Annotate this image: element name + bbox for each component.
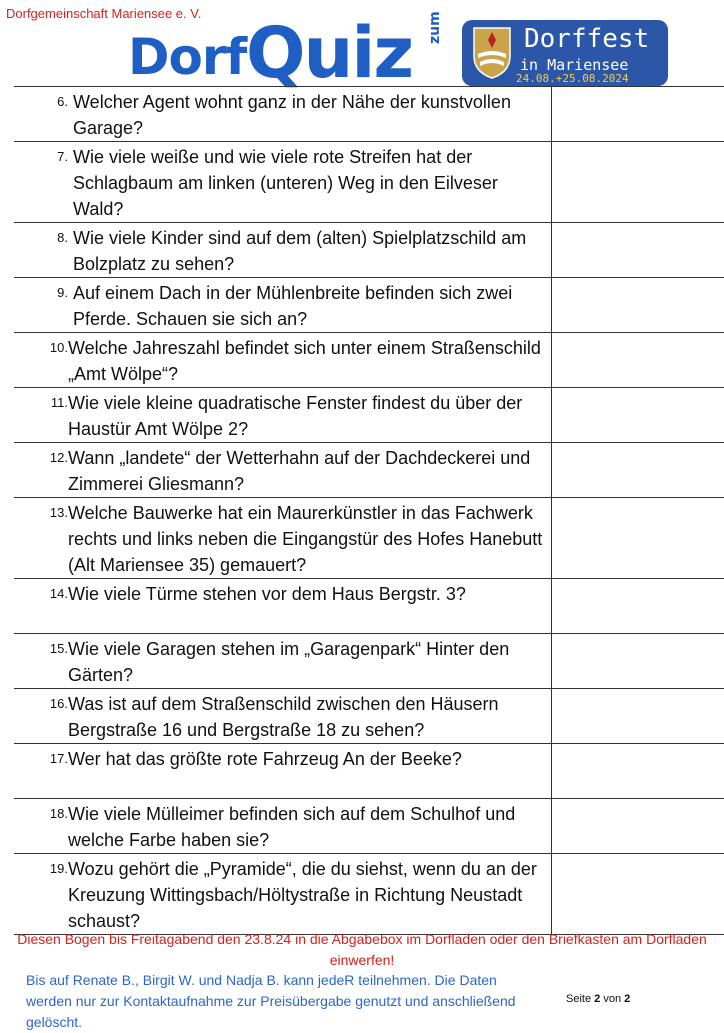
- answer-cell[interactable]: [551, 142, 724, 223]
- question-text: Welche Jahreszahl befindet sich unter einem Straßenschild „Amt Wölpe“?: [68, 338, 541, 384]
- fest-title: Dorffest: [524, 24, 650, 54]
- answer-cell[interactable]: [551, 333, 724, 388]
- page-label: Seite: [566, 993, 592, 1005]
- question-text: Wann „landete“ der Wetterhahn auf der Dachdeckerei und Zimmerei Gliesmann?: [68, 448, 531, 494]
- page-current: 2: [594, 993, 601, 1005]
- question-number: 11.: [50, 395, 68, 410]
- question-number: 10.: [49, 340, 68, 355]
- question-number: 14.: [49, 586, 68, 601]
- question-row: [14, 634, 724, 689]
- answer-cell[interactable]: [551, 634, 724, 689]
- submission-notice: Diesen Bogen bis Freitagabend den 23.8.24 in die Abgabebox im Dorfladen oder den Briefkasten am Dorfladen einwerfen!: [17, 931, 707, 968]
- question-number: 12.: [49, 450, 68, 465]
- question-text: Was ist auf dem Straßenschild zwischen den Häusern Bergstraße 16 und Bergstraße 18 zu sehen?: [68, 694, 499, 740]
- question-text: Auf einem Dach in der Mühlenbreite befinden sich zwei Pferde. Schauen sie sich an?: [73, 283, 513, 329]
- question-number: 19.: [49, 861, 68, 876]
- question-row: [14, 87, 724, 142]
- question-number: 9.: [57, 285, 68, 300]
- question-text: Wie viele weiße und wie viele rote Streifen hat der Schlagbaum am linken (unteren) Weg in den Eilveser Wald?: [73, 147, 498, 219]
- question-row: [14, 443, 724, 498]
- answer-cell[interactable]: [551, 799, 724, 854]
- question-row: [14, 689, 724, 744]
- question-text: Wie viele kleine quadratische Fenster findest du über der Haustür Amt Wölpe 2?: [68, 393, 523, 439]
- question-row: [14, 744, 724, 799]
- organization-name: Dorfgemeinschaft Mariensee e. V.: [6, 6, 202, 21]
- question-row: [14, 388, 724, 443]
- participation-info: Bis auf Renate B., Birgit W. und Nadja B. kann jedeR teilnehmen. Die Daten werden nur zur Kontaktaufnahme zur Preisübergabe genutzt und anschließend gelöscht.: [26, 972, 516, 1030]
- question-text: Wie viele Kinder sind auf dem (alten) Spielplatzschild am Bolzplatz zu sehen?: [73, 228, 527, 274]
- answer-cell[interactable]: [551, 87, 724, 142]
- question-row: [14, 278, 724, 333]
- question-text: Wer hat das größte rote Fahrzeug An der Beeke?: [68, 749, 462, 769]
- logo-dorf: Dorf: [128, 28, 247, 86]
- answer-cell[interactable]: [551, 388, 724, 443]
- dorffest-banner: [462, 20, 668, 86]
- answer-cell[interactable]: [551, 223, 724, 278]
- question-text: Wie viele Türme stehen vor dem Haus Bergstr. 3?: [68, 584, 466, 604]
- logo-zum: zum: [427, 11, 443, 44]
- question-number: 8.: [57, 230, 68, 245]
- page-total: 2: [624, 993, 631, 1005]
- question-text: Welcher Agent wohnt ganz in der Nähe der kunstvollen Garage?: [73, 92, 511, 138]
- question-text: Wie viele Mülleimer befinden sich auf dem Schulhof und welche Farbe haben sie?: [68, 804, 516, 850]
- answer-cell[interactable]: [551, 278, 724, 333]
- question-number: 18.: [49, 806, 68, 821]
- question-number: 17.: [49, 751, 68, 766]
- mariensee-crest-icon: [472, 26, 512, 80]
- page-indicator: [566, 993, 630, 1005]
- question-number: 13.: [49, 505, 68, 520]
- fest-place: in Mariensee: [520, 56, 629, 74]
- question-row: [14, 854, 724, 935]
- question-row: [14, 579, 724, 634]
- fest-dates: 24.08.+25.08.2024: [516, 72, 629, 85]
- question-number: 16.: [49, 696, 68, 711]
- question-row: [14, 333, 724, 388]
- question-number: 7.: [57, 149, 68, 164]
- question-row: [14, 498, 724, 579]
- answer-cell[interactable]: [551, 854, 724, 935]
- question-text: Wie viele Garagen stehen im „Garagenpark“ Hinter den Gärten?: [68, 639, 510, 685]
- answer-cell[interactable]: [551, 498, 724, 579]
- answer-cell[interactable]: [551, 744, 724, 799]
- answer-cell[interactable]: [551, 689, 724, 744]
- answer-cell[interactable]: [551, 579, 724, 634]
- question-row: [14, 223, 724, 278]
- question-number: 6.: [57, 94, 68, 109]
- page-of: von: [603, 993, 622, 1005]
- question-row: [14, 142, 724, 223]
- logo-quiz: Quiz: [246, 12, 413, 94]
- question-row: [14, 799, 724, 854]
- answer-cell[interactable]: [551, 443, 724, 498]
- question-text: Wozu gehört die „Pyramide“, die du siehst, wenn du an der Kreuzung Wittingsbach/Höltystraße in Richtung Neustadt schaust?: [68, 859, 537, 931]
- question-text: Welche Bauwerke hat ein Maurerkünstler in das Fachwerk rechts und links neben die Eingangstür des Hofes Hanebutt (Alt Mariensee 35) gemauert?: [68, 503, 543, 575]
- question-table: [14, 86, 724, 935]
- question-number: 15.: [49, 641, 68, 656]
